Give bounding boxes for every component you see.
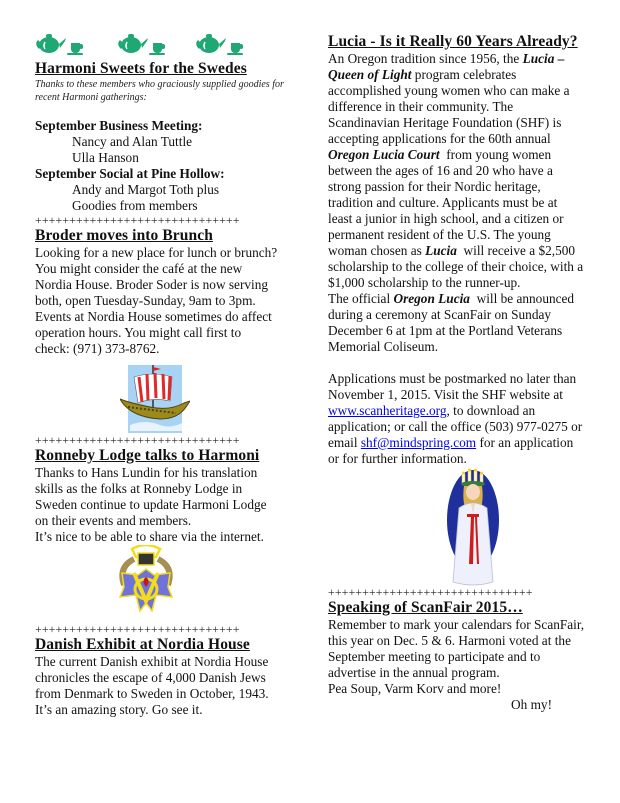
- ronneby-title: Ronneby Lodge talks to Harmoni: [35, 447, 260, 464]
- group-heading: September Business Meeting:: [35, 118, 203, 133]
- ronneby-line: skills as the folks at Ronneby Lodge in: [35, 481, 243, 496]
- scanfair-line: Pea Soup, Varm Korv and more!: [328, 681, 502, 696]
- lucia-text: Memorial Coliseum.: [328, 339, 439, 354]
- group-item: Goodies from members: [72, 198, 198, 213]
- lucia-text: difference in their community. The: [328, 99, 514, 114]
- scanheritage-link[interactable]: www.scanheritage.org: [328, 403, 447, 418]
- broder-line: Events at Nordia House sometimes do affect: [35, 309, 272, 324]
- sweets-subtitle: Thanks to these members who graciously supplied goodies for: [35, 79, 284, 90]
- teapot-and-cup-icon: [195, 30, 245, 56]
- ronneby-line: It’s nice to be able to share via the internet.: [35, 529, 264, 544]
- danish-line: from Denmark to Sweden in October, 1943.: [35, 686, 269, 701]
- lucia-title: Lucia - Is it Really 60 Years Already?: [328, 33, 578, 50]
- broder-line: both, open Tuesday-Sunday, 9am to 3pm.: [35, 293, 256, 308]
- danish-line: chronicles the escape of 4,000 Danish Jews: [35, 670, 266, 685]
- scanfair-line: advertise in the annual program.: [328, 665, 500, 680]
- lucia-text: between the ages of 16 and 20 who have a: [328, 163, 553, 178]
- lucia-text: The official: [328, 291, 394, 306]
- lucia-text: will receive a $2,500: [456, 243, 576, 258]
- lucia-text: December 6 at 1pm at the Portland Veterans: [328, 323, 563, 338]
- lucia-text: An Oregon tradition since 1956, the: [328, 51, 523, 66]
- application-text: Applications must be postmarked no later than: [328, 371, 577, 386]
- group-item: Andy and Margot Toth plus: [72, 182, 220, 197]
- lucia-emphasis: Lucia: [425, 243, 457, 258]
- application-text: November 1, 2015. Visit the SHF website at: [328, 387, 563, 402]
- scanfair-line: September meeting to participate and to: [328, 649, 541, 664]
- lucia-emphasis: Queen of Light: [328, 67, 412, 82]
- ronneby-line: Sweden continue to update Harmoni Lodge: [35, 497, 267, 512]
- group-item: Ulla Hanson: [72, 150, 139, 165]
- lucia-text: accepting applications for the 60th annual: [328, 131, 551, 146]
- broder-title: Broder moves into Brunch: [35, 227, 213, 244]
- lucia-emphasis: Oregon Lucia Court: [328, 147, 440, 162]
- broder-line: check: (971) 373-8762.: [35, 341, 160, 356]
- danish-section: [35, 623, 315, 718]
- application-text: , to download an: [446, 403, 536, 418]
- ronneby-section: [35, 434, 315, 545]
- separator: ++++++++++++++++++++++++++++++: [35, 434, 240, 446]
- scanfair-title: Speaking of ScanFair 2015…: [328, 599, 523, 616]
- email-link[interactable]: shf@mindspring.com: [360, 435, 477, 450]
- lucia-text: will be announced: [469, 291, 575, 306]
- ronneby-line: on their events and members.: [35, 513, 192, 528]
- lucia-text: Scandinavian Heritage Foundation (SHF) is: [328, 115, 562, 130]
- lucia-text: least a junior in high school, and a citizen or: [328, 211, 564, 226]
- broder-line: Looking for a new place for lunch or brunch?: [35, 245, 278, 260]
- danish-line: The current Danish exhibit at Nordia House: [35, 654, 269, 669]
- application-text: or for further information.: [328, 451, 467, 466]
- lucia-text: strong passion for their Nordic heritage,: [328, 179, 541, 194]
- teapot-and-cup-icon: [117, 30, 167, 56]
- group-heading: September Social at Pine Hollow:: [35, 166, 225, 181]
- scanfair-line: Remember to mark your calendars for ScanFair,: [328, 617, 585, 632]
- teapot-and-cup-icon: [35, 30, 85, 56]
- lucia-text: program celebrates: [411, 67, 517, 82]
- application-text: for an application: [476, 435, 574, 450]
- ronneby-line: Thanks to Hans Lundin for his translation: [35, 465, 258, 480]
- sweets-title: Harmoni Sweets for the Swedes: [35, 60, 247, 77]
- application-text: email: [328, 435, 361, 450]
- group-item: Nancy and Alan Tuttle: [72, 134, 193, 149]
- separator: ++++++++++++++++++++++++++++++: [328, 586, 533, 598]
- lucia-text: woman chosen as: [328, 243, 426, 258]
- application-text: application; or call the office (503) 977-0275 or: [328, 419, 583, 434]
- broder-line: You might consider the café at the new: [35, 261, 243, 276]
- lucia-emphasis: Oregon Lucia: [393, 291, 470, 306]
- lucia-figure-image: [443, 468, 503, 588]
- sweets-section: [35, 60, 315, 357]
- lucia-text: from young women: [439, 147, 552, 162]
- lucia-text: $1,000 scholarship to the runner-up.: [328, 275, 521, 290]
- lucia-text: tradition and culture. Applicants must be at: [328, 195, 558, 210]
- lucia-text: scholarship to the college of their choice, with a: [328, 259, 584, 274]
- danish-line: It’s an amazing story. Go see it.: [35, 702, 203, 717]
- lucia-section: [328, 33, 618, 467]
- lucia-text: permanent resident of the U.S. The young: [328, 227, 551, 242]
- teapot-row: [35, 30, 295, 56]
- broder-line: Nordia House. Broder Soder is now serving: [35, 277, 269, 292]
- vasa-order-emblem: [116, 545, 176, 621]
- danish-title: Danish Exhibit at Nordia House: [35, 636, 250, 653]
- scanfair-line: this year on Dec. 5 & 6. Harmoni voted at the: [328, 633, 571, 648]
- separator: ++++++++++++++++++++++++++++++: [35, 214, 240, 226]
- scanfair-closing: Oh my!: [511, 697, 552, 712]
- broder-line: operation hours. You might call first to: [35, 325, 242, 340]
- separator: ++++++++++++++++++++++++++++++: [35, 623, 240, 635]
- lucia-text: during a ceremony at ScanFair on Sunday: [328, 307, 552, 322]
- viking-ship-image: [120, 365, 190, 433]
- sweets-subtitle: recent Harmoni gatherings:: [35, 92, 147, 103]
- scanfair-section: [328, 586, 618, 713]
- lucia-text: accomplished young women who can make a: [328, 83, 570, 98]
- lucia-emphasis: Lucia –: [522, 51, 565, 66]
